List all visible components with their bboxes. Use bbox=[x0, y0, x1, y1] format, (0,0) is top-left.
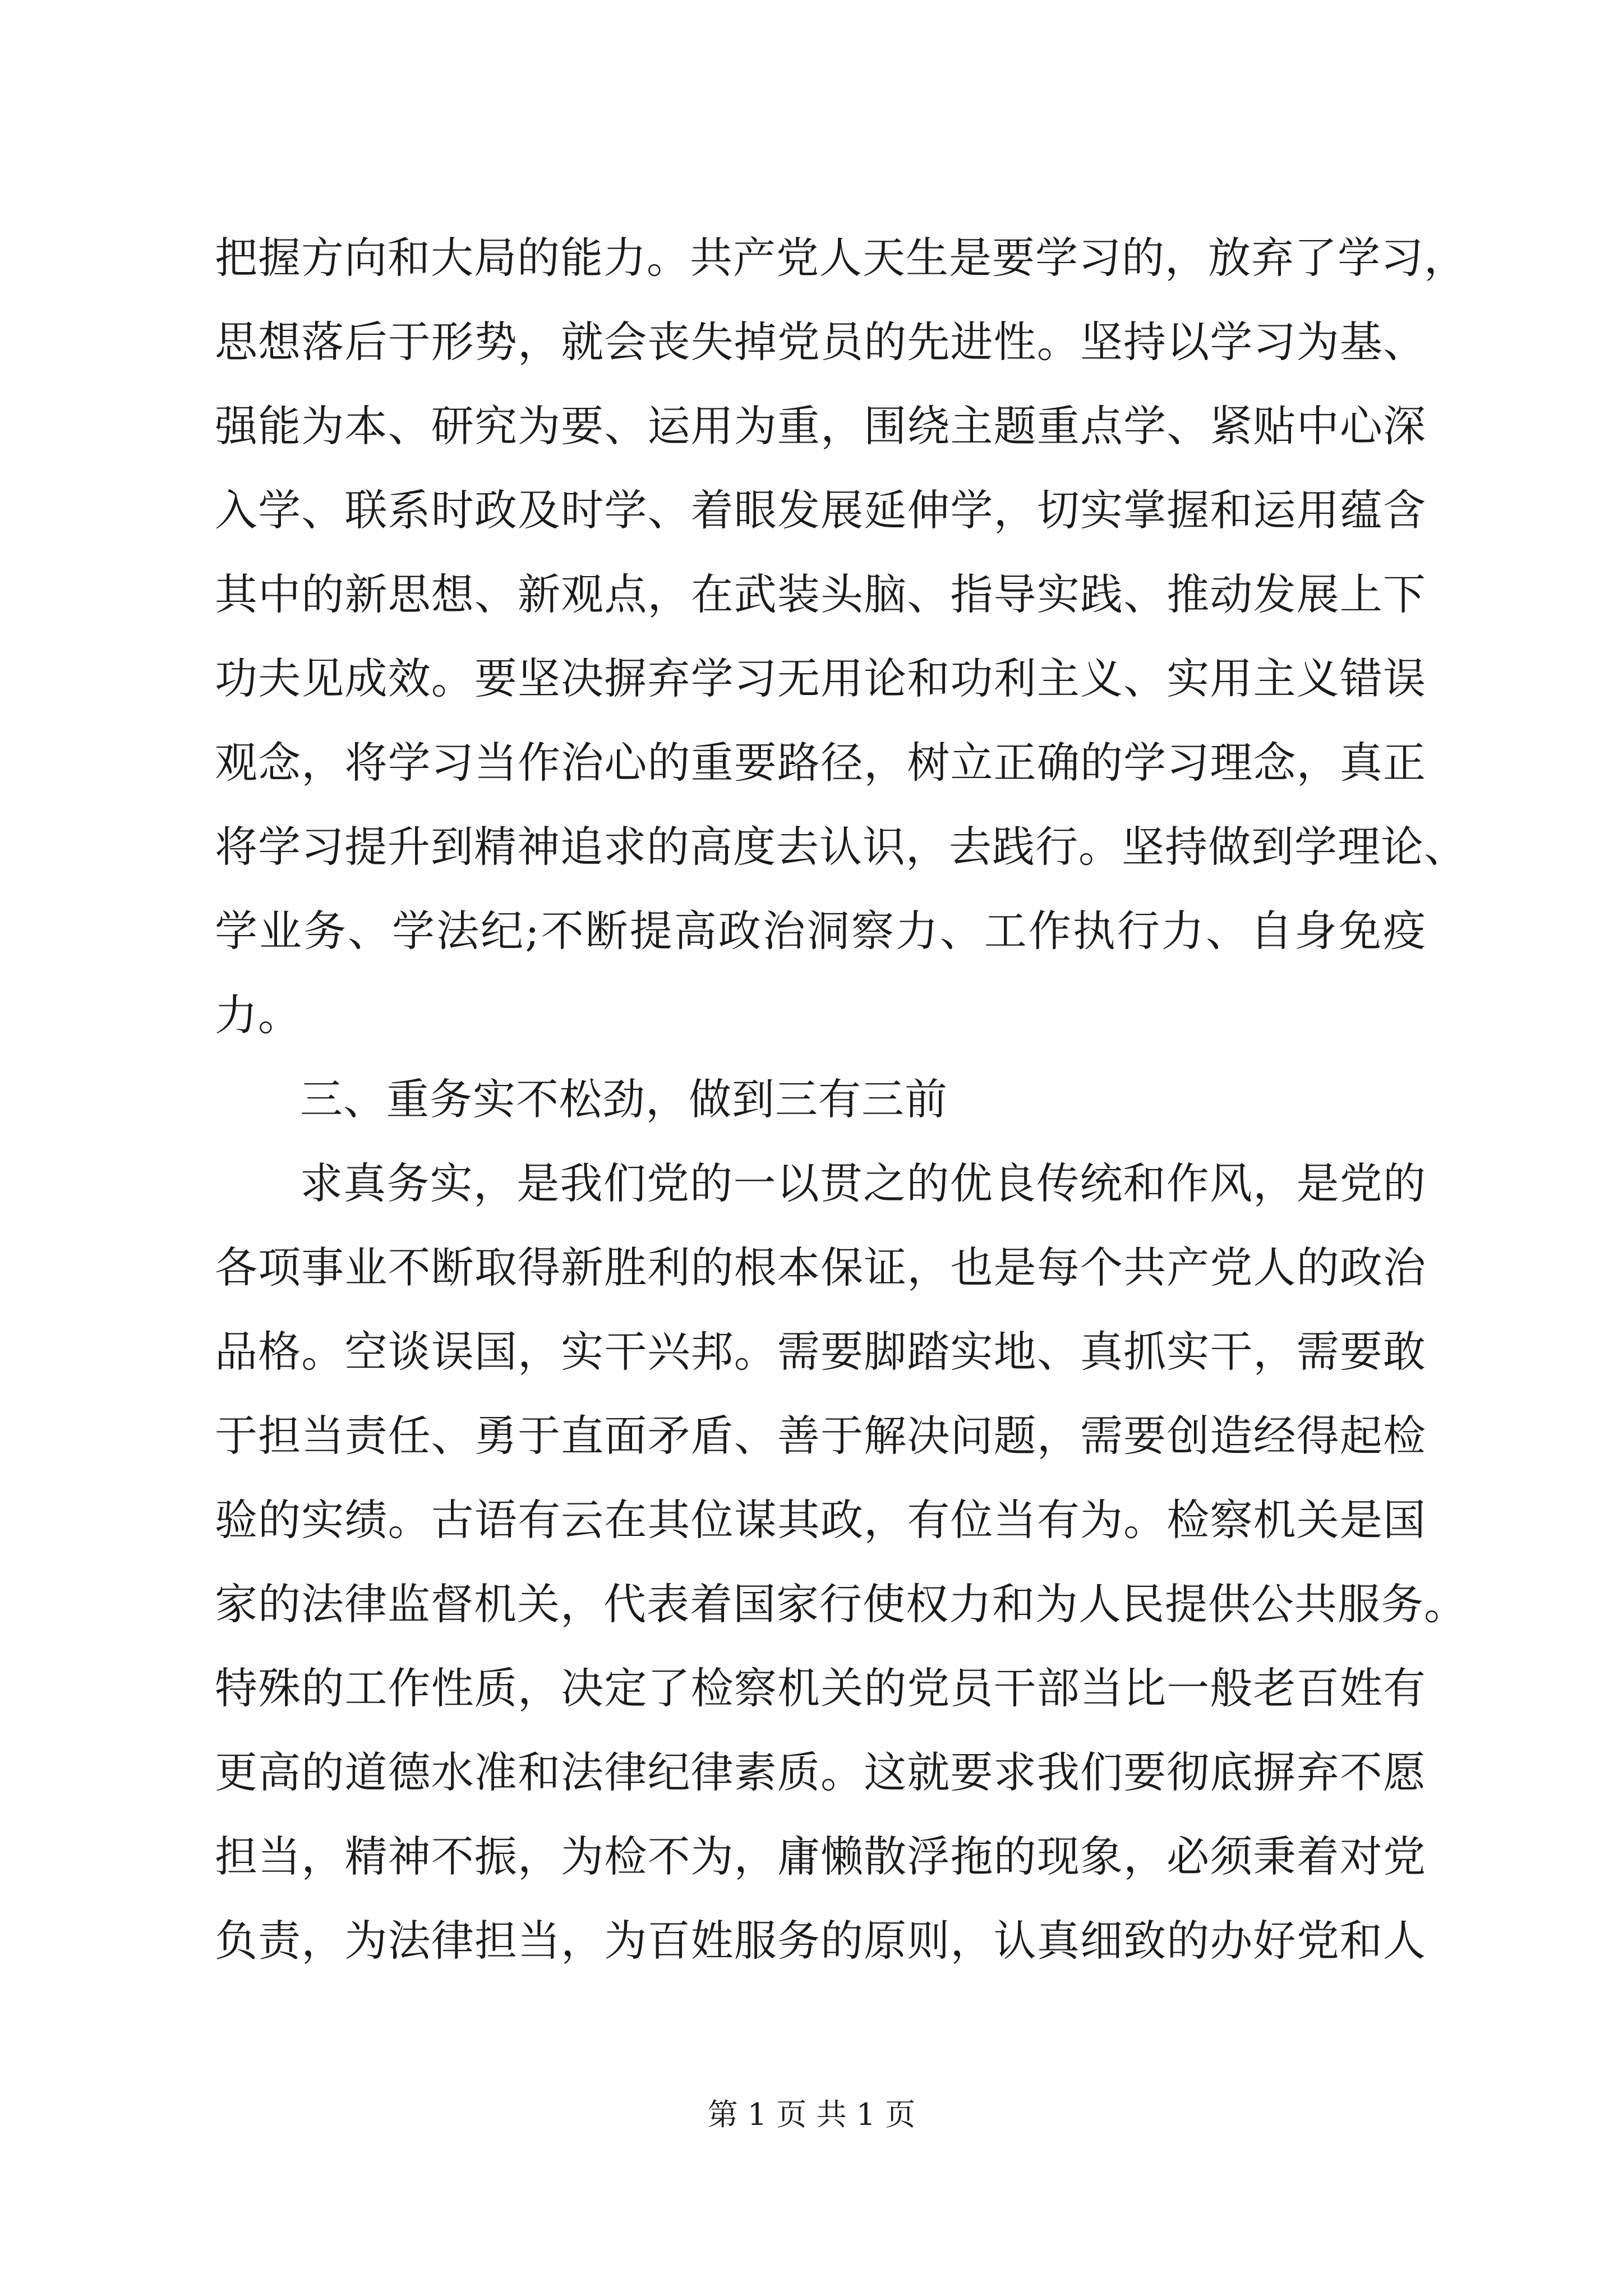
body-line: 入学、联系时政及时学、着眼发展延伸学，切实掌握和运用蕴含 bbox=[215, 485, 1426, 535]
body-line: 品格。空谈误国，实干兴邦。需要脚踏实地、真抓实干，需要敢 bbox=[215, 1327, 1426, 1377]
document-body bbox=[215, 216, 1467, 1983]
page-number: 第 1 页 共 1 页 bbox=[707, 2097, 916, 2132]
body-line: 强能为本、研究为要、运用为重，围绕主题重点学、紧贴中心深 bbox=[215, 401, 1426, 451]
body-line: 验的实绩。古语有云在其位谋其政，有位当有为。检察机关是国 bbox=[215, 1495, 1426, 1545]
body-line: 学业务、学法纪;不断提高政治洞察力、工作执行力、自身免疫 bbox=[215, 906, 1426, 956]
body-line: 功夫见成效。要坚决摒弃学习无用论和功利主义、实用主义错误 bbox=[215, 654, 1426, 703]
body-line: 特殊的工作性质，决定了检察机关的党员干部当比一般老百姓有 bbox=[215, 1663, 1426, 1713]
body-line: 观念，将学习当作治心的重要路径，树立正确的学习理念，真正 bbox=[215, 738, 1426, 788]
body-line: 思想落后于形势，就会丧失掉党员的先进性。坚持以学习为基、 bbox=[215, 317, 1426, 367]
section-heading: 三、重务实不松劲，做到三有三前 bbox=[300, 1074, 948, 1124]
body-line: 将学习提升到精神追求的高度去认识，去践行。坚持做到学理论、 bbox=[215, 822, 1467, 872]
body-line: 于担当责任、勇于直面矛盾、善于解决问题，需要创造经得起检 bbox=[215, 1411, 1426, 1461]
body-line: 更高的道德水准和法律纪律素质。这就要求我们要彻底摒弃不愿 bbox=[215, 1747, 1426, 1797]
body-line: 求真务实，是我们党的一以贯之的优良传统和作风，是党的 bbox=[300, 1158, 1426, 1208]
body-line: 其中的新思想、新观点，在武装头脑、指导实践、推动发展上下 bbox=[215, 569, 1426, 619]
body-line: 家的法律监督机关，代表着国家行使权力和为人民提供公共服务。 bbox=[215, 1579, 1467, 1629]
body-line: 把握方向和大局的能力。共产党人天生是要学习的，放弃了学习， bbox=[215, 233, 1467, 283]
body-line: 力。 bbox=[215, 990, 301, 1040]
body-line: 各项事业不断取得新胜利的根本保证，也是每个共产党人的政治 bbox=[215, 1243, 1426, 1292]
body-line: 负责，为法律担当，为百姓服务的原则，认真细致的办好党和人 bbox=[215, 1916, 1426, 1966]
body-line: 担当，精神不振，为检不为，庸懒散浮拖的现象，必须秉着对党 bbox=[215, 1832, 1426, 1881]
